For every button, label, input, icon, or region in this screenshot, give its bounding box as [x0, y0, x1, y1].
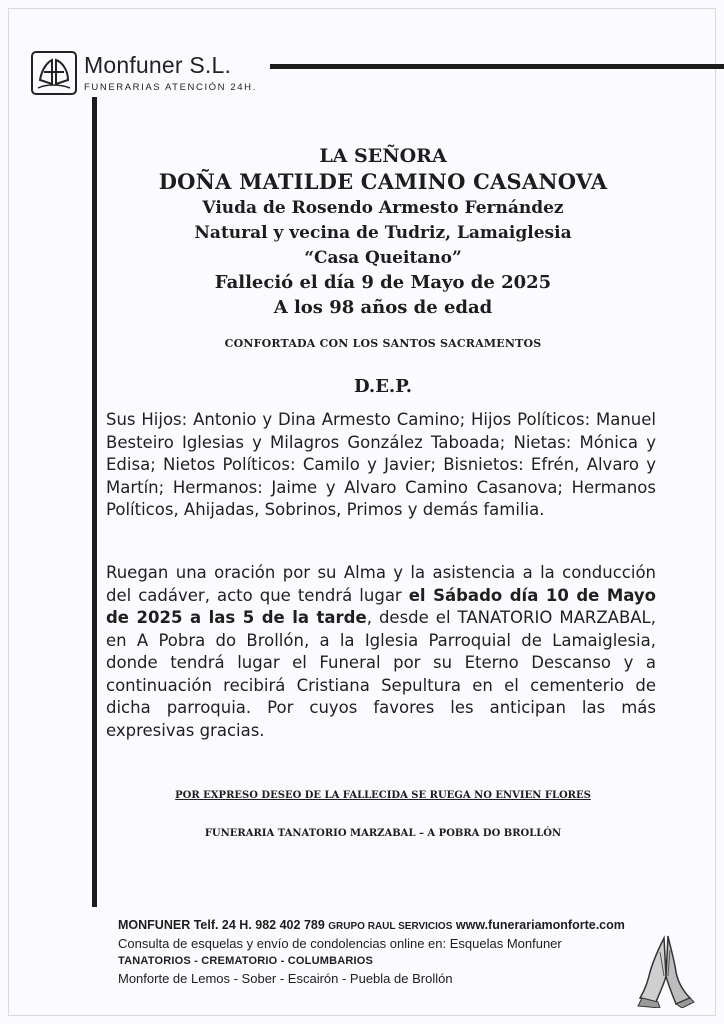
header-rule — [270, 64, 724, 69]
footer-services: TANATORIOS - CREMATORIO - COLUMBARIOS — [118, 955, 374, 967]
footer-contact-line — [118, 918, 678, 932]
origin: Natural y vecina de Tudriz, Lamaiglesia — [194, 223, 572, 243]
brand-name: Monfuner S.L. — [84, 52, 232, 78]
footer — [118, 918, 678, 986]
sacraments-line: CONFORTADA CON LOS SANTOS SACRAMENTOS — [224, 337, 542, 350]
family-paragraph: Sus Hijos: Antonio y Dina Armesto Camino; Hijos Políticos: Manuel Besteiro Iglesias y Milagros González Taboada; Nietas: Mónica y Edisa; Nietos Políticos: Camilo y Javier; Bisnietos: Efrén, Alvaro y Martín; Hermanos: Jaime y Alvaro Camino Casanova; Hermanos Políticos, Ahijadas, Sobrinos, Primos y demás familia. — [106, 410, 656, 519]
salutation: LA SEÑORA — [319, 145, 447, 167]
cross-logo-icon — [30, 50, 78, 96]
no-flowers-notice: POR EXPRESO DESEO DE LA FALLECIDA SE RUEGA NO ENVIEN FLORES — [175, 790, 591, 801]
request-date: el Sábado día 10 de Mayo de 2025 a las 5 de la tarde — [106, 585, 656, 627]
footer-group: GRUPO RAUL SERVICIOS — [328, 921, 453, 932]
request-end: , desde el TANATORIO MARZABAL, en A Pobra do Brollón, a la Iglesia Parroquial de Lamaiglesia, donde tendrá lugar el Funeral por su Eterno Descanso y a continuación recibirá Cristiana Sepultura en el cementerio de dicha parroquia. Por cuyos favores les anticipan las más expresivas gracias. — [106, 608, 656, 740]
request-paragraph — [106, 562, 656, 742]
footer-phone: MONFUNER Telf. 24 H. 982 402 789 — [118, 918, 325, 932]
deceased-name: DOÑA MATILDE CAMINO CASANOVA — [158, 169, 608, 194]
death-date: Falleció el día 9 de Mayo de 2025 — [214, 272, 552, 293]
footer-locations: Monforte de Lemos - Sober - Escairón - Puebla de Brollón — [118, 971, 453, 986]
widow-of: Viuda de Rosendo Armesto Fernández — [202, 198, 564, 218]
footer-website[interactable]: www.funerariamonforte.com — [455, 918, 625, 932]
request-start: Ruegan una oración por su Alma y la asistencia a la conducción del cadáver, acto que tendrá lugar — [106, 563, 656, 605]
praying-hands-icon — [630, 932, 698, 1008]
house-name: “Casa Queitano” — [304, 248, 462, 268]
header — [30, 46, 710, 106]
side-rule — [92, 97, 97, 907]
age: A los 98 años de edad — [273, 297, 493, 318]
rip-line: D.E.P. — [353, 376, 413, 397]
brand-tagline: FUNERARIAS ATENCIÓN 24H. — [84, 82, 257, 93]
funeral-home-line: FUNERARIA TANATORIO MARZABAL – A POBRA DO BROLLÓN — [204, 828, 562, 839]
footer-consult: Consulta de esquelas y envío de condolencias online en: Esquelas Monfuner — [118, 936, 562, 951]
